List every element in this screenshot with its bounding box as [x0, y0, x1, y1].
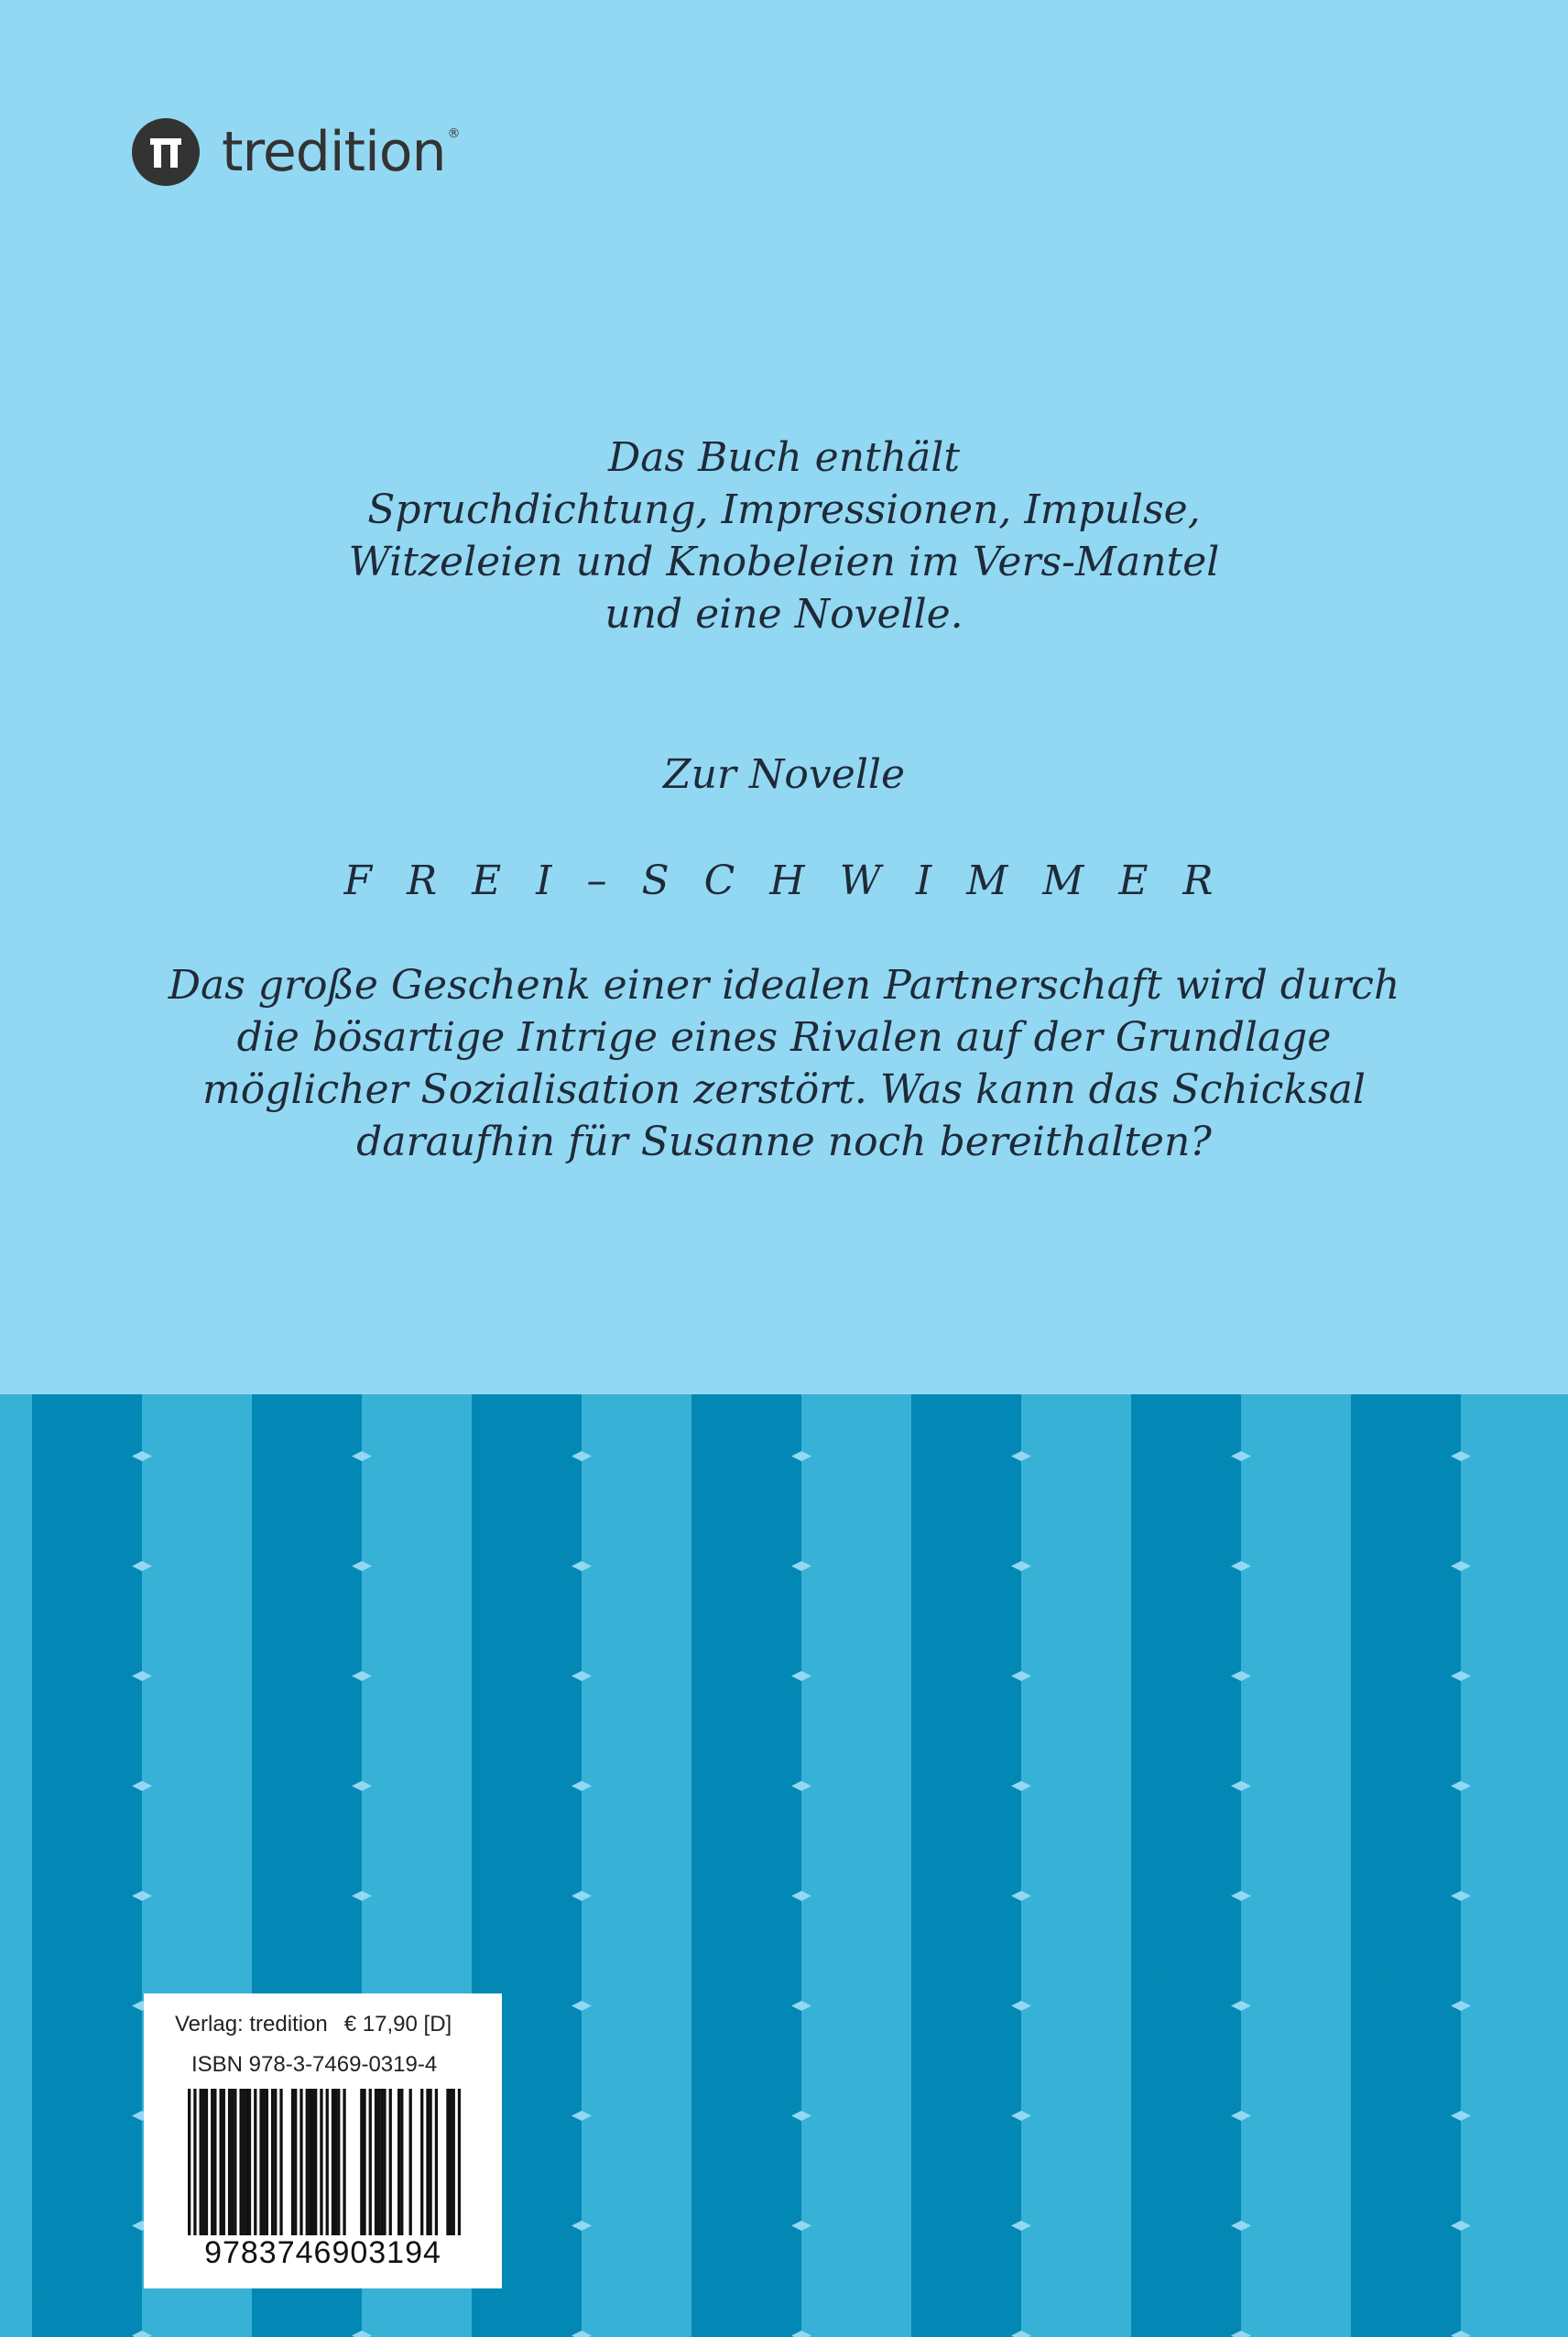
pattern-facet [0, 1186, 32, 1396]
pattern-facet [1096, 1298, 1166, 1344]
pattern-facet [877, 1298, 946, 1344]
barcode-bar [271, 2089, 274, 2235]
barcode-bar [449, 2089, 452, 2235]
barcode-label [144, 1993, 502, 2288]
barcode-bar [389, 2089, 392, 2235]
isbn-label: ISBN 978-3-7469-0319-4 [191, 2052, 438, 2077]
pattern-facet [1241, 1186, 1351, 1396]
pattern-facet [1536, 1298, 1568, 1344]
pattern-facet [1461, 1186, 1568, 1396]
barcode-bar [309, 2089, 311, 2235]
barcode-bar [234, 2089, 236, 2235]
barcode-bar [266, 2089, 268, 2235]
publisher-name: tredition [222, 120, 446, 184]
barcode-bar [332, 2089, 334, 2235]
novel-heading-text: Zur Novelle [663, 751, 905, 798]
barcode-bar [200, 2089, 202, 2235]
pattern-facet [0, 1298, 67, 1344]
pattern-facet [1131, 1186, 1241, 1396]
barcode-bar [205, 2089, 208, 2235]
barcode-bar [188, 2089, 191, 2235]
blurb-line: möglicher Sozialisation zerstört. Was kann das Schicksal [201, 1066, 1366, 1113]
blurb-line: daraufhin für Susanne noch bereithalten? [356, 1119, 1212, 1165]
publisher-price-line [175, 2012, 452, 2037]
barcode-bar [369, 2089, 372, 2235]
barcode-bar [223, 2089, 225, 2235]
barcode-bar [243, 2089, 245, 2235]
barcode-bar [363, 2089, 365, 2235]
pattern-facet [437, 1298, 506, 1344]
pattern-facet [1021, 1186, 1131, 1396]
pattern-facet [472, 1186, 582, 1396]
barcode-bar [420, 2089, 423, 2235]
barcode-bar [377, 2089, 380, 2235]
novel-heading [0, 748, 1568, 801]
barcode-bar [245, 2089, 248, 2235]
barcode-bar [400, 2089, 403, 2235]
barcode-bar [343, 2089, 345, 2235]
pattern-facet [32, 1186, 142, 1396]
pattern-facet [911, 1186, 1021, 1396]
barcode-digits: 9783746903194 [204, 2235, 441, 2270]
tredition-logo-icon [132, 118, 200, 186]
intro-line: Witzeleien und Knobeleien im Vers-Mantel [348, 539, 1220, 585]
pattern-facet [657, 1298, 726, 1344]
pattern-facet [801, 1186, 911, 1396]
barcode-bar [452, 2089, 455, 2235]
pattern-facet [252, 1186, 362, 1396]
barcode-bar [228, 2089, 231, 2235]
blurb-line: die bösartige Intrige eines Rivalen auf der Grundlage [236, 1014, 1332, 1061]
barcode-bar [279, 2089, 282, 2235]
barcode-bar [311, 2089, 314, 2235]
barcode-bar [220, 2089, 223, 2235]
registered-mark: ® [447, 126, 461, 141]
barcode-bar [360, 2089, 363, 2235]
barcode-bar [409, 2089, 412, 2235]
barcode-bar [397, 2089, 400, 2235]
pattern-facet [142, 1186, 252, 1396]
barcode-bar [254, 2089, 256, 2235]
intro-line: und eine Novelle. [604, 591, 964, 638]
barcode-bar [299, 2089, 302, 2235]
pattern-facet [582, 1186, 691, 1396]
intro-line: Das Buch enthält [607, 434, 961, 481]
barcode-bar [320, 2089, 322, 2235]
barcode-bar [274, 2089, 277, 2235]
novel-blurb [0, 959, 1568, 1168]
barcode-bar [380, 2089, 383, 2235]
price-label: € 17,90 [D] [343, 2012, 452, 2037]
barcode-bar [306, 2089, 309, 2235]
pattern-facet [691, 1186, 801, 1396]
barcode-bar [429, 2089, 431, 2235]
barcode-bar [291, 2089, 294, 2235]
barcode-bar [231, 2089, 234, 2235]
pattern-facet [362, 1186, 472, 1396]
barcode-bar [259, 2089, 262, 2235]
blurb-line: Das große Geschenk einer idealen Partnerschaft wird durch [168, 962, 1400, 1009]
barcode-bar [334, 2089, 337, 2235]
barcode-bar [314, 2089, 317, 2235]
pattern-facet [1351, 1186, 1461, 1396]
barcode-bar [383, 2089, 386, 2235]
barcode-bar [435, 2089, 438, 2235]
barcode-bar [446, 2089, 449, 2235]
book-contents-intro [0, 431, 1568, 640]
barcode-bar [337, 2089, 340, 2235]
barcode-bar [239, 2089, 242, 2235]
barcode-bar [426, 2089, 429, 2235]
barcode-bar [263, 2089, 266, 2235]
barcode-bar [375, 2089, 377, 2235]
barcode-bar [326, 2089, 329, 2235]
pattern-facet [217, 1298, 287, 1344]
barcode-bar [211, 2089, 213, 2235]
novel-title-text: F R E I – S C H W I M M E R [343, 857, 1225, 904]
barcode-bars [188, 2089, 461, 2235]
pattern-facet [1316, 1298, 1386, 1344]
publisher-logo [132, 117, 460, 187]
barcode-bar [193, 2089, 196, 2235]
barcode-bar [458, 2089, 461, 2235]
novel-title [0, 855, 1568, 907]
barcode-bar [248, 2089, 251, 2235]
intro-line: Spruchdichtung, Impressionen, Impulse, [367, 486, 1201, 533]
barcode-bar [294, 2089, 297, 2235]
barcode-bar [202, 2089, 205, 2235]
barcode-bar [213, 2089, 216, 2235]
publisher-label: Verlag: tredition [175, 2012, 328, 2037]
